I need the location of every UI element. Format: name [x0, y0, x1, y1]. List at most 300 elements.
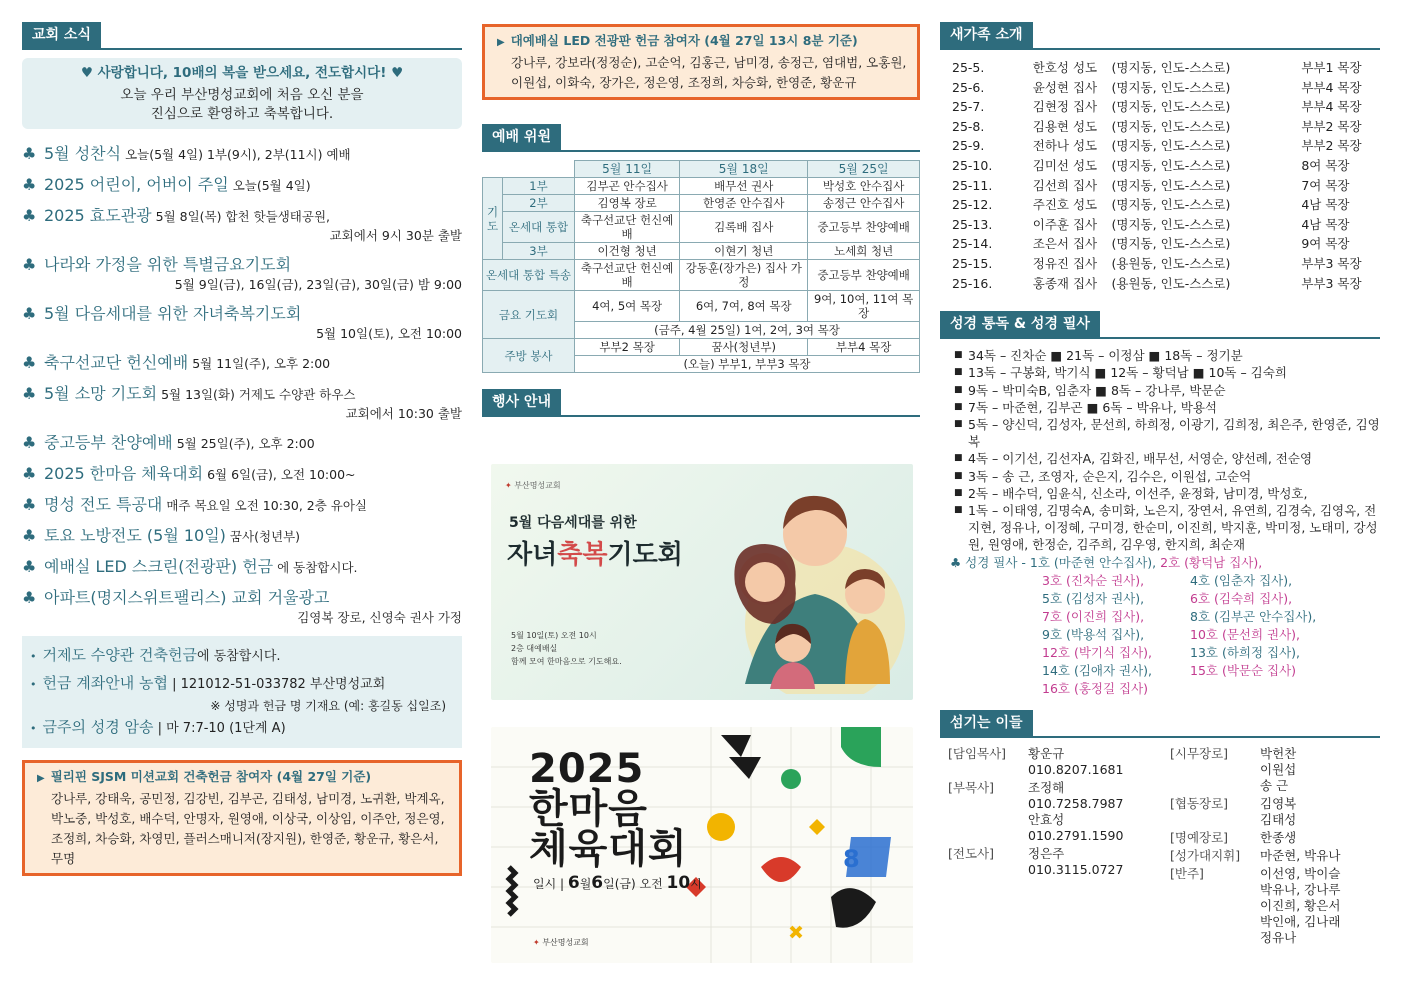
table-cell: 한호성 성도 [1032, 60, 1098, 75]
news-list [22, 143, 462, 627]
staff-role: [담임목사] [948, 745, 1007, 761]
triangle-icon: ▶ [37, 773, 45, 784]
table-cell: (용원동, 인도-스스로) [1111, 275, 1231, 291]
table-row [952, 97, 1372, 117]
staff-entry: 김태성 [1260, 811, 1297, 827]
mission-donor-box [22, 760, 462, 876]
table-cell: (오늘) 부부1, 부부3 목장 [575, 356, 920, 373]
news-item [22, 143, 462, 165]
staff-names [1028, 780, 1123, 844]
table-cell: 25-15. [952, 255, 993, 271]
memory-verse-text: | 마 7:7-10 (1단계 A) [153, 721, 286, 736]
table-cell: (명지동, 인도-스스로) [1111, 79, 1231, 95]
news-detail: 5월 8일(목) 합천 핫들생태공원, [155, 209, 331, 224]
led-title-text: 대예배실 LED 전광판 헌금 참여자 (4월 27일 13시 8분 기준) [510, 33, 858, 48]
table-cell: 축구선교단 헌신예배 [575, 260, 680, 291]
section-header-staff [940, 710, 1380, 738]
account-row [30, 670, 454, 698]
staff-role: [반주] [1170, 865, 1204, 881]
staff-entry: 이진희, 황은서 [1260, 897, 1341, 913]
church-name: 부산명성교회 [514, 481, 561, 490]
news-item [22, 494, 462, 516]
club-icon: ♣ [22, 557, 37, 576]
row-label: 금요 기도회 [483, 291, 575, 339]
staff-entry: 조정해 [1028, 779, 1065, 795]
staff-group [948, 846, 1170, 878]
news-detail: 꿈사(청년부) [229, 529, 301, 544]
table-cell: 홍종재 집사 [1032, 275, 1098, 291]
table-row [483, 195, 920, 212]
news-detail: 5월 13일(화) 거제도 수양관 하우스 [161, 387, 356, 402]
table-cell: 9여, 10여, 11여 목장 [808, 291, 920, 322]
staff-left-column [948, 746, 1170, 948]
staff-entry: 마준현, 박유나 [1260, 847, 1341, 863]
staff-entry: 010.8207.1681 [1028, 761, 1124, 777]
list-item: ■ 5독 – 양신덕, 김성자, 문선희, 하희정, 이광기, 김희정, 최은주, 한영준, 김영복 [954, 416, 1380, 450]
list-item: ■ 13독 – 구봉화, 박기식 ■ 12독 – 황덕남 ■ 10독 – 김숙희 [954, 364, 1380, 381]
table-cell: 조은서 집사 [1032, 236, 1098, 252]
row-label: 3부 [503, 243, 575, 260]
donation-text: 에 동참합시다. [196, 649, 281, 664]
date-text: 시 [690, 877, 702, 891]
table-cell: (명지동, 인도-스스로) [1111, 60, 1231, 75]
table-cell: 7여 목장 [1301, 177, 1350, 193]
memory-verse-row [30, 714, 454, 742]
list-item: ■ 2독 – 배수덕, 임윤식, 신소라, 이선주, 윤정화, 남미경, 박성호, [954, 485, 1380, 502]
bible-copy-item: 1호 (마준현 안수집사), [1029, 554, 1157, 570]
club-icon: ♣ [22, 175, 37, 194]
staff-role: [명예장로] [1170, 829, 1229, 845]
table-cell: 강동훈(장가은) 집사 가정 [680, 260, 808, 291]
table-row [952, 215, 1372, 235]
table-cell: 부부3 목장 [1301, 275, 1362, 291]
donation-label: 거제도 수양관 건축헌금 [42, 646, 197, 664]
date-header: 5월 11일 [575, 161, 680, 178]
club-icon: ♣ [22, 588, 37, 607]
table-cell: 부부1 목장 [1301, 60, 1362, 75]
table-cell: (명지동, 인도-스스로) [1111, 157, 1231, 173]
news-title: 나라와 가정을 위한 특별금요기도회 [44, 255, 292, 274]
poster2-church-label [533, 937, 589, 948]
date-number: 10 [666, 873, 691, 893]
table-cell: 송정근 안수집사 [808, 195, 920, 212]
table-cell: 부부4 목장 [1301, 79, 1362, 95]
table-cell: 노세희 청년 [808, 243, 920, 260]
news-title: 중고등부 찬양예배 [44, 433, 173, 452]
list-item: ■ 34독 – 진차순 ■ 21독 – 이정삼 ■ 18독 – 정기분 [954, 347, 1380, 364]
staff-entry: 정은주 [1028, 845, 1065, 861]
news-detail-line: 5월 9일(금), 16일(금), 23일(금), 30일(금) 밤 9:00 [174, 277, 462, 292]
staff-entry: 안효성 [1028, 811, 1065, 827]
news-item [22, 303, 462, 343]
news-item [22, 254, 462, 294]
row-label: 온세대 통합 [503, 212, 575, 243]
table-cell: 중고등부 찬양예배 [808, 260, 920, 291]
news-title: 아파트(명지스위트팰리스) 교회 거울광고 [44, 588, 330, 607]
sports-day-poster [491, 727, 913, 963]
poster2-line: 한마음 [529, 786, 648, 832]
members-column [940, 22, 1380, 948]
bible-copy-head-row [950, 554, 1380, 572]
table-cell: 배무선 권사 [680, 178, 808, 195]
staff-role: [협동장로] [1170, 795, 1229, 811]
table-cell: (명지동, 인도-스스로) [1111, 118, 1231, 134]
divider [482, 415, 920, 417]
news-item [22, 556, 462, 578]
staff-group [948, 746, 1170, 778]
news-detail: 6월 6일(금), 오전 10:00~ [207, 467, 356, 482]
table-row [952, 117, 1372, 137]
bible-copy-item: 9호 (박용석 집사), [1042, 626, 1145, 642]
table-row [952, 78, 1372, 98]
staff-names [1028, 746, 1123, 778]
date-header: 5월 18일 [680, 161, 808, 178]
news-detail-line: 5월 10일(토), 오전 10:00 [316, 326, 462, 341]
divider [22, 48, 462, 50]
news-item [22, 383, 462, 423]
bible-copy-item: 3호 (진차순 권사), [1042, 572, 1145, 588]
table-row [483, 178, 920, 195]
news-item [22, 587, 462, 627]
club-icon: ♣ [22, 464, 37, 483]
date-text: 일(금) 오전 [603, 877, 667, 891]
news-title: 5월 성찬식 [44, 144, 122, 163]
section-title: 교회 소식 [22, 22, 101, 48]
news-item [22, 205, 462, 245]
table-row [952, 234, 1372, 254]
table-cell: 25-9. [952, 138, 985, 154]
staff-group [1170, 830, 1380, 846]
bible-copy-item: 8호 (김부곤 안수집사), [1190, 608, 1317, 624]
staff-names [1260, 848, 1340, 864]
poster-title-part: 축복 [557, 540, 608, 570]
welcome-line: 오늘 우리 부산명성교회에 처음 오신 분을 [120, 87, 364, 103]
bible-copy-item: 16호 (홍정길 집사) [1042, 680, 1149, 696]
bible-copy-item: 6호 (김숙희 집사), [1190, 590, 1293, 606]
bible-copy-item [1190, 680, 1340, 698]
table-row [952, 136, 1372, 156]
poster-info-line: 5월 10일(토) 오전 10시 [511, 631, 597, 640]
club-icon: ♣ [22, 495, 37, 514]
table-cell: 4남 목장 [1301, 197, 1350, 213]
table-header-row [483, 161, 920, 178]
poster2-date [533, 873, 702, 893]
church-logo-icon: ✦ [505, 481, 512, 490]
news-title: 토요 노방전도 (5월 10일) [44, 526, 226, 545]
bullet-icon: • [30, 678, 37, 691]
table-cell: (명지동, 인도-스스로) [1111, 216, 1231, 232]
table-row [483, 291, 920, 322]
table-cell: 주진호 성도 [1032, 197, 1098, 213]
table-cell: 25-16. [952, 275, 993, 291]
news-item [22, 352, 462, 374]
church-name: 부산명성교회 [542, 938, 589, 947]
staff-right-column [1170, 746, 1380, 948]
news-title: 2025 효도관광 [44, 206, 152, 225]
table-cell: 김선희 집사 [1032, 177, 1098, 193]
poster-info-line: 2층 대예배실 [511, 644, 558, 653]
staff-role: [시무장로] [1170, 745, 1229, 761]
club-icon: ♣ [22, 433, 37, 452]
bible-copy-item: 2호 (황덕남 집사), [1160, 554, 1263, 570]
staff-names [1028, 846, 1123, 878]
news-item [22, 525, 462, 547]
news-title: 예배실 LED 스크린(전광판) 헌금 [44, 557, 274, 576]
staff-entry: 김영복 [1260, 795, 1297, 811]
table-cell: 박성호 안수집사 [808, 178, 920, 195]
account-label: 헌금 계좌안내 농협 [42, 674, 168, 692]
prayer-label: 기도 [483, 178, 503, 260]
table-cell: 25-8. [952, 118, 985, 134]
worship-column [482, 22, 920, 947]
table-cell: 25-14. [952, 236, 993, 252]
news-title: 명성 전도 특공대 [44, 495, 163, 514]
table-cell: (명지동, 인도-스스로) [1111, 177, 1231, 193]
news-item [22, 432, 462, 454]
poster2-line: 체육대회 [529, 826, 688, 872]
section-header-duty [482, 124, 920, 152]
news-title: 2025 어린이, 어버이 주일 [44, 175, 229, 194]
table-row [952, 195, 1372, 215]
section-title: 섬기는 이들 [940, 710, 1033, 736]
poster-church-label [505, 480, 561, 491]
news-detail: 에 동참합시다. [277, 560, 358, 575]
staff-role: [부목사] [948, 779, 994, 795]
club-icon: ♣ [22, 206, 37, 225]
staff-entry: 박유나, 강나루 [1260, 881, 1341, 897]
staff-entry: 박헌찬 [1260, 745, 1297, 761]
club-icon: ♣ [22, 384, 37, 403]
table-cell: 4여, 5여 목장 [575, 291, 680, 322]
donation-info-box [22, 636, 462, 748]
poster-info [511, 629, 622, 668]
club-icon: ♣ [22, 255, 37, 274]
news-item [22, 174, 462, 196]
staff-names [1260, 866, 1340, 946]
poster2-title [529, 746, 688, 872]
table-cell: 김용현 성도 [1032, 118, 1098, 134]
table-cell: 이건형 청년 [575, 243, 680, 260]
divider [482, 150, 920, 152]
row-label: 2부 [503, 195, 575, 212]
table-cell: 25-11. [952, 177, 993, 193]
staff-entry: 정유나 [1260, 929, 1297, 945]
memory-verse-label: 금주의 성경 암송 [42, 718, 154, 736]
table-cell: (명지동, 인도-스스로) [1111, 197, 1231, 213]
triangle-icon: ▶ [497, 37, 505, 48]
table-cell: (명지동, 인도-스스로) [1111, 99, 1231, 115]
bible-copy-item: 14호 (김애자 권사), [1042, 662, 1153, 678]
table-cell: 윤성현 집사 [1032, 79, 1098, 95]
table-row [952, 176, 1372, 196]
table-cell: 부부2 목장 [575, 339, 680, 356]
bible-copy-list [940, 554, 1380, 698]
welcome-headline: ♥ 사랑합니다, 10배의 복을 받으세요, 전도합시다! ♥ [80, 65, 404, 81]
staff-names [1260, 796, 1296, 828]
list-item: ■ 1독 – 이태영, 김명숙A, 송미화, 노은지, 장연서, 유연희, 김경숙, 김영옥, 전지현, 정유나, 이정혜, 구미경, 한순미, 이진희, 박지훈, 박미정, 노태미, 강성원, 원영애, 한정순, 김주희, 김우영, 한지희, 최순재 [954, 502, 1380, 554]
date-header: 5월 25일 [808, 161, 920, 178]
account-number: | 121012-51-033782 부산명성교회 [167, 677, 386, 692]
date-text: 일시 | [533, 877, 568, 891]
table-row [483, 212, 920, 243]
news-detail: 매주 목요일 오전 10:30, 2층 유아실 [166, 498, 368, 513]
section-title: 성경 통독 & 성경 필사 [940, 311, 1100, 337]
account-note: ※ 성명과 헌금 명 기재요 (예: 홍길동 십일조) [210, 699, 446, 713]
table-cell: 축구선교단 헌신예배 [575, 212, 680, 243]
row-label: 주방 봉사 [483, 339, 575, 373]
duty-table [482, 160, 920, 373]
bible-reading-list [940, 347, 1380, 553]
news-detail: 5월 25일(주), 오후 2:00 [176, 436, 315, 451]
donation-row [30, 642, 454, 670]
news-detail: 5월 11일(주), 오후 2:00 [192, 356, 331, 371]
table-cell: 꿈사(청년부) [680, 339, 808, 356]
club-icon: ♣ [22, 304, 37, 323]
bible-copy-item: 10호 (문선희 권사), [1190, 626, 1301, 642]
table-cell: 25-13. [952, 216, 993, 232]
poster-subtitle: 5월 다음세대를 위한 [509, 515, 637, 531]
news-detail-line: 김영복 장로, 신영숙 권사 가정 [297, 610, 462, 625]
table-cell: 8여 목장 [1301, 157, 1350, 173]
table-cell: 김현정 집사 [1032, 99, 1098, 115]
led-donor-list: 강나루, 강보라(정정순), 고순억, 김홍근, 남미경, 송정근, 염대범, 오홍원, 이원섭, 이화숙, 장가은, 정은영, 조정희, 차승화, 한영준, 황운규 [511, 55, 907, 90]
led-donor-box [482, 24, 920, 100]
club-icon: ♣ [22, 353, 37, 372]
staff-entry: 010.3115.0727 [1028, 861, 1124, 877]
club-icon: ♣ [22, 526, 37, 545]
bible-copy-grid [950, 572, 1380, 698]
divider [940, 48, 1380, 50]
table-row [952, 58, 1372, 78]
table-cell: 김록배 집사 [680, 212, 808, 243]
bullet-icon: • [30, 650, 37, 663]
bible-copy-item: 4호 (임춘자 집사), [1190, 572, 1293, 588]
table-cell: (명지동, 인도-스스로) [1111, 236, 1231, 252]
new-family-table [952, 58, 1372, 293]
table-cell: 25-10. [952, 157, 993, 173]
bible-copy-item: 12호 (박기식 집사), [1042, 644, 1153, 660]
staff-group [1170, 848, 1380, 864]
table-cell: 25-5. [952, 60, 985, 75]
poster-title-part: 기도회 [607, 540, 683, 570]
staff-group [1170, 796, 1380, 828]
svg-text:8: 8 [843, 845, 860, 873]
staff-group [1170, 866, 1380, 946]
table-cell: 25-12. [952, 197, 993, 213]
table-cell: 25-7. [952, 99, 985, 115]
divider [940, 736, 1380, 738]
church-logo-icon: ✦ [533, 938, 540, 947]
staff-entry: 이선영, 박이슬 [1260, 865, 1341, 881]
table-cell: 김미선 성도 [1032, 157, 1098, 173]
news-detail-line: 교회에서 9시 30분 출발 [329, 228, 462, 243]
news-title: 2025 한마음 체육대회 [44, 464, 204, 483]
table-cell: 중고등부 찬양예배 [808, 212, 920, 243]
section-title: 새가족 소개 [940, 22, 1033, 48]
table-cell: 김영복 장로 [575, 195, 680, 212]
staff-role: [성가대지휘] [1170, 847, 1241, 863]
staff-group [1170, 746, 1380, 794]
table-cell: 부부4 목장 [808, 339, 920, 356]
table-cell: 부부2 목장 [1301, 118, 1362, 134]
table-cell: 9여 목장 [1301, 236, 1350, 252]
staff-entry: 황운규 [1028, 745, 1065, 761]
table-cell: 부부3 목장 [1301, 255, 1362, 271]
staff-entry: 한종생 [1260, 829, 1297, 845]
table-cell: 한영준 안수집사 [680, 195, 808, 212]
welcome-box [22, 58, 462, 129]
table-row [483, 260, 920, 291]
poster-title [507, 534, 683, 571]
bible-copy-label: ♣ 성경 필사 - [950, 554, 1030, 570]
bible-copy-item: 5호 (김성자 권사), [1042, 590, 1145, 606]
staff-entry: 송 근 [1260, 777, 1289, 793]
table-cell: 25-6. [952, 79, 985, 95]
staff-entry: 박인애, 김나래 [1260, 913, 1341, 929]
staff-entry: 010.2791.1590 [1028, 827, 1124, 843]
news-item [22, 463, 462, 485]
mission-title-text: 필리핀 SJSM 미션교회 건축헌금 참여자 (4월 27일 기준) [50, 769, 372, 784]
bible-copy-item: 13호 (하희정 집사), [1190, 644, 1301, 660]
row-label: 1부 [503, 178, 575, 195]
section-title: 예배 위원 [482, 124, 561, 150]
bible-copy-item: 7호 (이진희 집사), [1042, 608, 1145, 624]
staff-entry: 010.7258.7987 [1028, 795, 1124, 811]
table-row [952, 156, 1372, 176]
table-cell: (명지동, 인도-스스로) [1111, 138, 1231, 154]
news-title: 5월 다음세대를 위한 자녀축복기도회 [44, 304, 302, 323]
date-number: 6 [567, 873, 580, 893]
table-cell: 4남 목장 [1301, 216, 1350, 232]
table-cell: (용원동, 인도-스스로) [1111, 255, 1231, 271]
news-detail: 오늘(5월 4일) [232, 178, 311, 193]
news-title: 5월 소망 기도회 [44, 384, 158, 403]
table-cell: (금주, 4월 25일) 1여, 2여, 3여 목장 [575, 322, 920, 339]
welcome-line: 진심으로 환영하고 축복합니다. [150, 106, 334, 122]
table-cell: 이주훈 집사 [1032, 216, 1098, 232]
date-number: 6 [591, 873, 604, 893]
section-title: 행사 안내 [482, 389, 561, 415]
mission-donor-title [37, 767, 451, 789]
section-header-bible [940, 311, 1380, 339]
staff-group [948, 780, 1170, 844]
table-cell: 6여, 7여, 8여 목장 [680, 291, 808, 322]
news-title: 축구선교단 헌신예배 [44, 353, 189, 372]
date-text: 월 [579, 877, 592, 891]
church-news-column [22, 22, 462, 876]
staff-list [940, 746, 1380, 948]
led-donor-title [497, 31, 909, 53]
list-item: ■ 4독 – 이기선, 김선자A, 김화진, 배무선, 서영순, 양선례, 전순영 [954, 450, 1380, 467]
table-cell: 부부4 목장 [1301, 99, 1362, 115]
list-item: ■ 9독 – 박미숙B, 임춘자 ■ 8독 – 강나루, 박문순 [954, 382, 1380, 399]
poster2-year: 2025 [529, 746, 645, 792]
bible-copy-item: 15호 (박문순 집사) [1190, 662, 1297, 678]
list-item: ■ 7독 – 마준현, 김부곤 ■ 6독 – 박유나, 박용석 [954, 399, 1380, 416]
list-item: ■ 3독 – 송 근, 조영자, 순은지, 김수은, 이원섭, 고순억 [954, 468, 1380, 485]
section-header-news [22, 22, 462, 50]
table-cell: 전하나 성도 [1032, 138, 1098, 154]
staff-role: [전도사] [948, 845, 994, 861]
news-detail-line: 교회에서 10:30 출발 [345, 406, 462, 421]
table-cell: 정유진 집사 [1032, 255, 1098, 271]
section-header-events [482, 389, 920, 417]
staff-entry: 이원섭 [1260, 761, 1297, 777]
poster-info-line: 함께 모여 한마음으로 기도해요. [511, 657, 622, 666]
bullet-icon: • [30, 722, 37, 735]
family-illustration [705, 474, 905, 694]
club-icon: ♣ [22, 144, 37, 163]
